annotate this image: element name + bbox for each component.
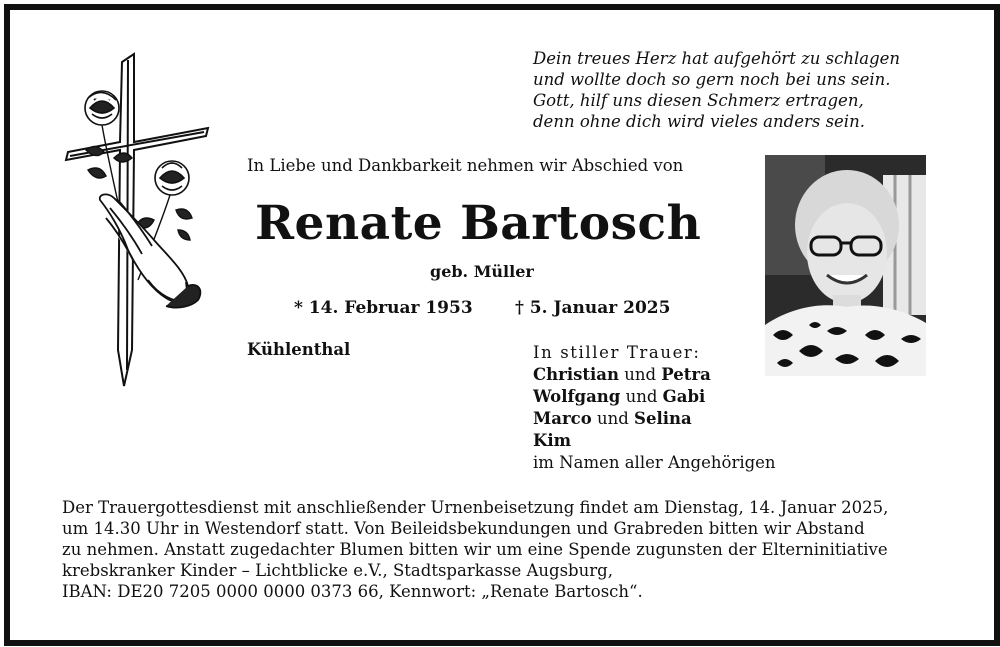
poem <box>533 48 953 132</box>
mourner-name: Selina <box>634 409 692 428</box>
notice-line: krebskranker Kinder – Lichtblicke e.V., Stadtsparkasse Augsburg, <box>62 561 613 580</box>
death-date: † 5. Januar 2025 <box>515 298 671 318</box>
portrait-image <box>765 155 926 376</box>
mourner-name: Gabi <box>662 387 706 406</box>
notice-line: zu nehmen. Anstatt zugedachter Blumen bitten wir um eine Spende zugunsten der Elterninitiative <box>62 540 888 559</box>
mourner-joiner: und <box>596 409 629 428</box>
birth-name: geb. Müller <box>430 262 534 281</box>
portrait-photo <box>765 155 926 376</box>
mourner-pair <box>533 364 776 386</box>
poem-line: denn ohne dich wird vieles anders sein. <box>533 112 865 131</box>
mourner-name: Petra <box>661 365 711 384</box>
birth-date: * 14. Februar 1953 <box>294 298 473 318</box>
poem-line: Dein treues Herz hat aufgehört zu schlagen <box>533 49 901 68</box>
mourners-heading: In stiller Trauer: <box>533 343 701 362</box>
mourner-name: Wolfgang <box>533 387 621 406</box>
poem-line: Gott, hilf uns diesen Schmerz ertragen, <box>533 91 864 110</box>
mourner-joiner: und <box>625 387 658 406</box>
mourner-name: Marco <box>533 409 592 428</box>
mourner-joiner: und <box>624 365 657 384</box>
poem-line: und wollte doch so gern noch bei uns sein. <box>533 70 891 89</box>
place-of-residence: Kühlenthal <box>247 340 351 359</box>
cross-roses-praying-hands-icon <box>58 50 218 390</box>
mourner-pair <box>533 408 776 430</box>
service-information <box>62 497 952 602</box>
deceased-name: Renate Bartosch <box>255 196 702 251</box>
mourner-name: Christian <box>533 365 619 384</box>
notice-line: Der Trauergottesdienst mit anschließender Urnenbeisetzung findet am Dienstag, 14. Januar 2025, <box>62 498 889 517</box>
notice-line: IBAN: DE20 7205 0000 0000 0373 66, Kennwort: „Renate Bartosch“. <box>62 582 643 601</box>
intro-text: In Liebe und Dankbarkeit nehmen wir Abschied von <box>247 156 684 175</box>
notice-line: um 14.30 Uhr in Westendorf statt. Von Beileidsbekundungen und Grabreden bitten wir Abstand <box>62 519 865 538</box>
mourners-closing: im Namen aller Angehörigen <box>533 453 776 472</box>
mourner-name: Kim <box>533 431 572 450</box>
mourner-pair <box>533 386 776 408</box>
mourners-list <box>533 342 776 474</box>
